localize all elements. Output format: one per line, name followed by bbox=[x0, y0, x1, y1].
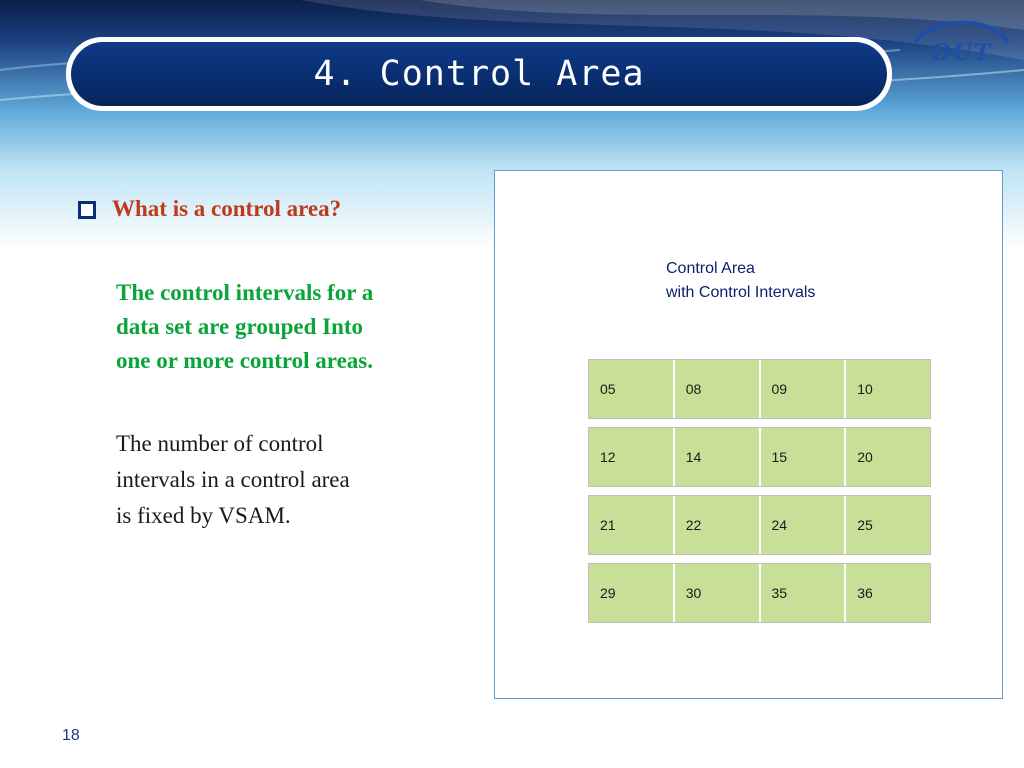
record-cell: 15 bbox=[761, 428, 847, 486]
definition-paragraph bbox=[116, 276, 456, 378]
record-cell: 20 bbox=[857, 449, 873, 465]
record-cell: 21 bbox=[589, 496, 675, 554]
definition-line: data set are grouped Into bbox=[116, 314, 364, 339]
record-cell: 35 bbox=[761, 564, 847, 622]
bullet-square-icon bbox=[78, 201, 96, 219]
figure-caption-line: Control Area bbox=[666, 260, 755, 277]
record-cell: 14 bbox=[675, 428, 761, 486]
record-cell: 29 bbox=[589, 564, 675, 622]
control-interval-grid bbox=[588, 359, 931, 631]
record-cell: 09 bbox=[761, 360, 847, 418]
question-text: What is a control area? bbox=[112, 196, 342, 221]
record-cell: 36 bbox=[857, 585, 873, 601]
detail-line: intervals in a control area bbox=[116, 467, 350, 492]
detail-line: is fixed by VSAM. bbox=[116, 503, 291, 528]
record-cell: 24 bbox=[761, 496, 847, 554]
page-number: 18 bbox=[62, 727, 80, 744]
definition-line: The control intervals for a bbox=[116, 280, 374, 305]
figure-caption bbox=[666, 257, 815, 305]
title-bar-inner bbox=[71, 42, 887, 106]
detail-line: The number of control bbox=[116, 431, 324, 456]
control-area-figure bbox=[494, 170, 1003, 699]
control-interval-row bbox=[588, 563, 931, 623]
control-interval-row bbox=[588, 427, 931, 487]
detail-paragraph bbox=[116, 426, 456, 534]
control-interval-row bbox=[588, 359, 931, 419]
definition-line: one or more control areas. bbox=[116, 348, 373, 373]
record-cell: 08 bbox=[675, 360, 761, 418]
logo-text: DUT bbox=[931, 40, 993, 66]
record-cell: 30 bbox=[675, 564, 761, 622]
title-bar bbox=[66, 37, 892, 111]
record-cell: 12 bbox=[589, 428, 675, 486]
record-cell: 05 bbox=[589, 360, 675, 418]
record-cell: 22 bbox=[675, 496, 761, 554]
figure-caption-line: with Control Intervals bbox=[666, 284, 816, 301]
university-logo bbox=[910, 14, 1014, 70]
record-cell: 25 bbox=[857, 517, 873, 533]
bullet-question bbox=[78, 196, 341, 222]
control-interval-row bbox=[588, 495, 931, 555]
record-cell: 10 bbox=[857, 381, 873, 397]
slide-title: 4. Control Area bbox=[313, 54, 645, 94]
